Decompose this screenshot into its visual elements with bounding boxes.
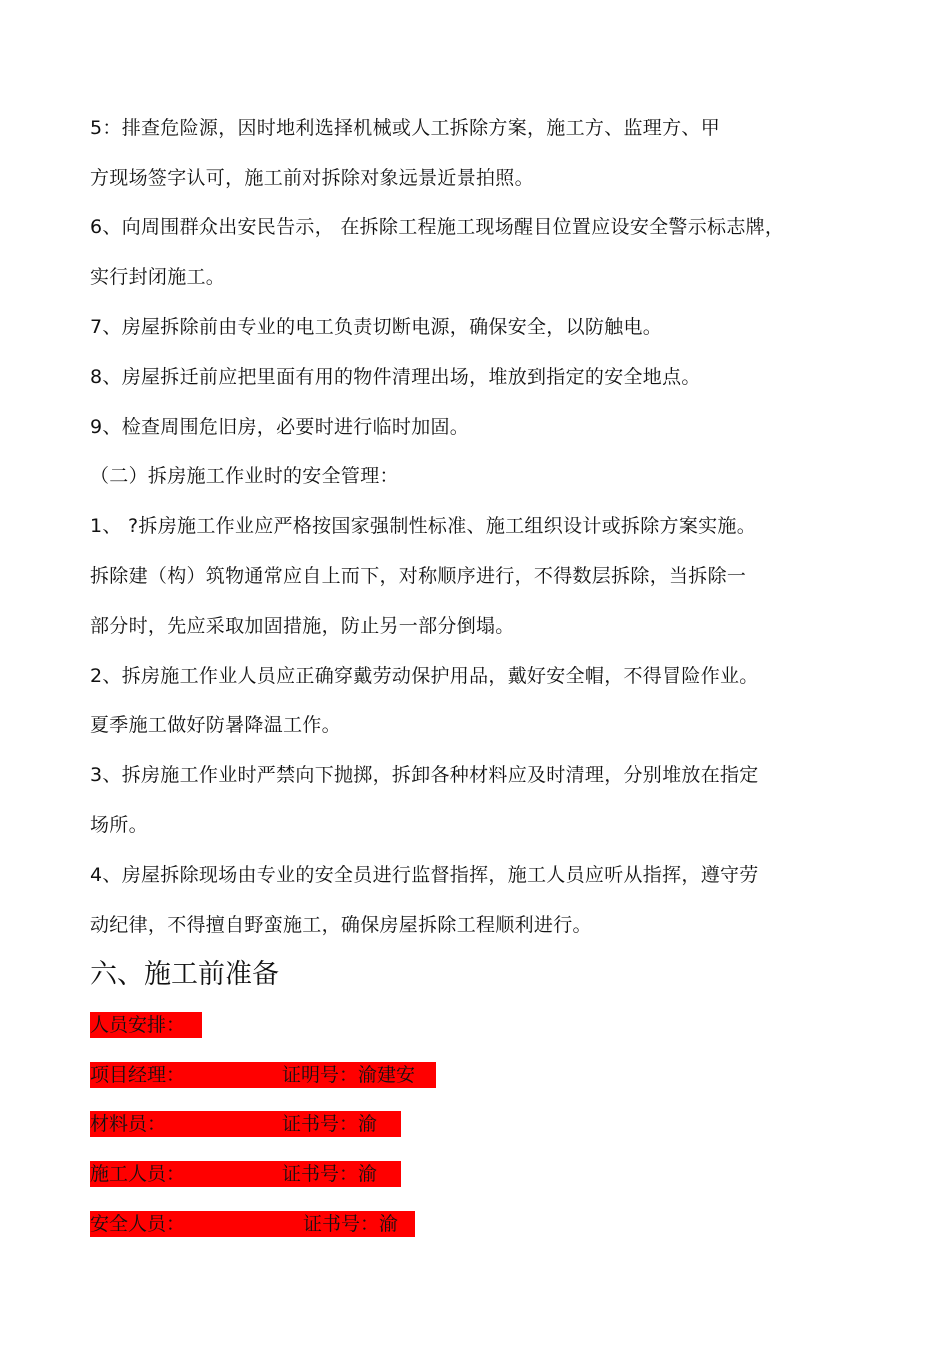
staffing-row-label: 材料员： <box>90 1113 167 1135</box>
paragraph-line: 3、拆房施工作业时严禁向下抛掷，拆卸各种材料应及时清理，分别堆放在指定 <box>90 764 759 786</box>
paragraph-line: 实行封闭施工。 <box>90 266 226 288</box>
staffing-row-project-manager <box>90 1062 436 1088</box>
paragraph-line: 9、检查周围危旧房，必要时进行临时加固。 <box>90 416 470 438</box>
staffing-title-highlight <box>90 1012 202 1038</box>
staffing-row-material-clerk <box>90 1111 401 1137</box>
staffing-row-value: 证书号：渝 <box>303 1213 399 1235</box>
staffing-row-safety-officer <box>90 1211 415 1237</box>
paragraph-line: 场所。 <box>90 814 148 836</box>
staffing-row-label: 施工人员： <box>90 1163 186 1185</box>
paragraph-line: 动纪律，不得擅自野蛮施工，确保房屋拆除工程顺利进行。 <box>90 914 592 936</box>
paragraph-line: 方现场签字认可，施工前对拆除对象远景近景拍照。 <box>90 167 534 189</box>
paragraph-line: 8、房屋拆迁前应把里面有用的物件清理出场，堆放到指定的安全地点。 <box>90 366 701 388</box>
section-heading: 六、施工前准备 <box>90 959 279 990</box>
staffing-row-label: 项目经理： <box>90 1064 186 1086</box>
paragraph-line: 6、向周围群众出安民告示， 在拆除工程施工现场醒目位置应设安全警示标志牌， <box>90 216 785 238</box>
paragraph-line: 7、房屋拆除前由专业的电工负责切断电源，确保安全，以防触电。 <box>90 316 663 338</box>
staffing-row-value: 证书号：渝 <box>282 1113 378 1135</box>
paragraph-line: 4、房屋拆除现场由专业的安全员进行监督指挥，施工人员应听从指挥，遵守劳 <box>90 864 759 886</box>
staffing-row-label: 安全人员： <box>90 1213 186 1235</box>
staffing-title: 人员安排： <box>90 1014 186 1036</box>
staffing-row-construction-staff <box>90 1161 401 1187</box>
paragraph-line: 拆除建（构）筑物通常应自上而下，对称顺序进行，不得数层拆除，当拆除一 <box>90 565 747 587</box>
subsection-heading: （二）拆房施工作业时的安全管理： <box>90 465 399 487</box>
paragraph-line: 夏季施工做好防暑降温工作。 <box>90 714 341 736</box>
paragraph-line: 2、拆房施工作业人员应正确穿戴劳动保护用品，戴好安全帽，不得冒险作业。 <box>90 665 759 687</box>
paragraph-line: 部分时，先应采取加固措施，防止另一部分倒塌。 <box>90 615 515 637</box>
staffing-row-value: 证书号：渝 <box>282 1163 378 1185</box>
paragraph-line: 5：排查危险源，因时地利选择机械或人工拆除方案，施工方、监理方、甲 <box>90 117 720 139</box>
paragraph-line: 1、 ?拆房施工作业应严格按国家强制性标准、施工组织设计或拆除方案实施。 <box>90 515 757 537</box>
staffing-row-value: 证明号：渝建安 <box>282 1064 416 1086</box>
